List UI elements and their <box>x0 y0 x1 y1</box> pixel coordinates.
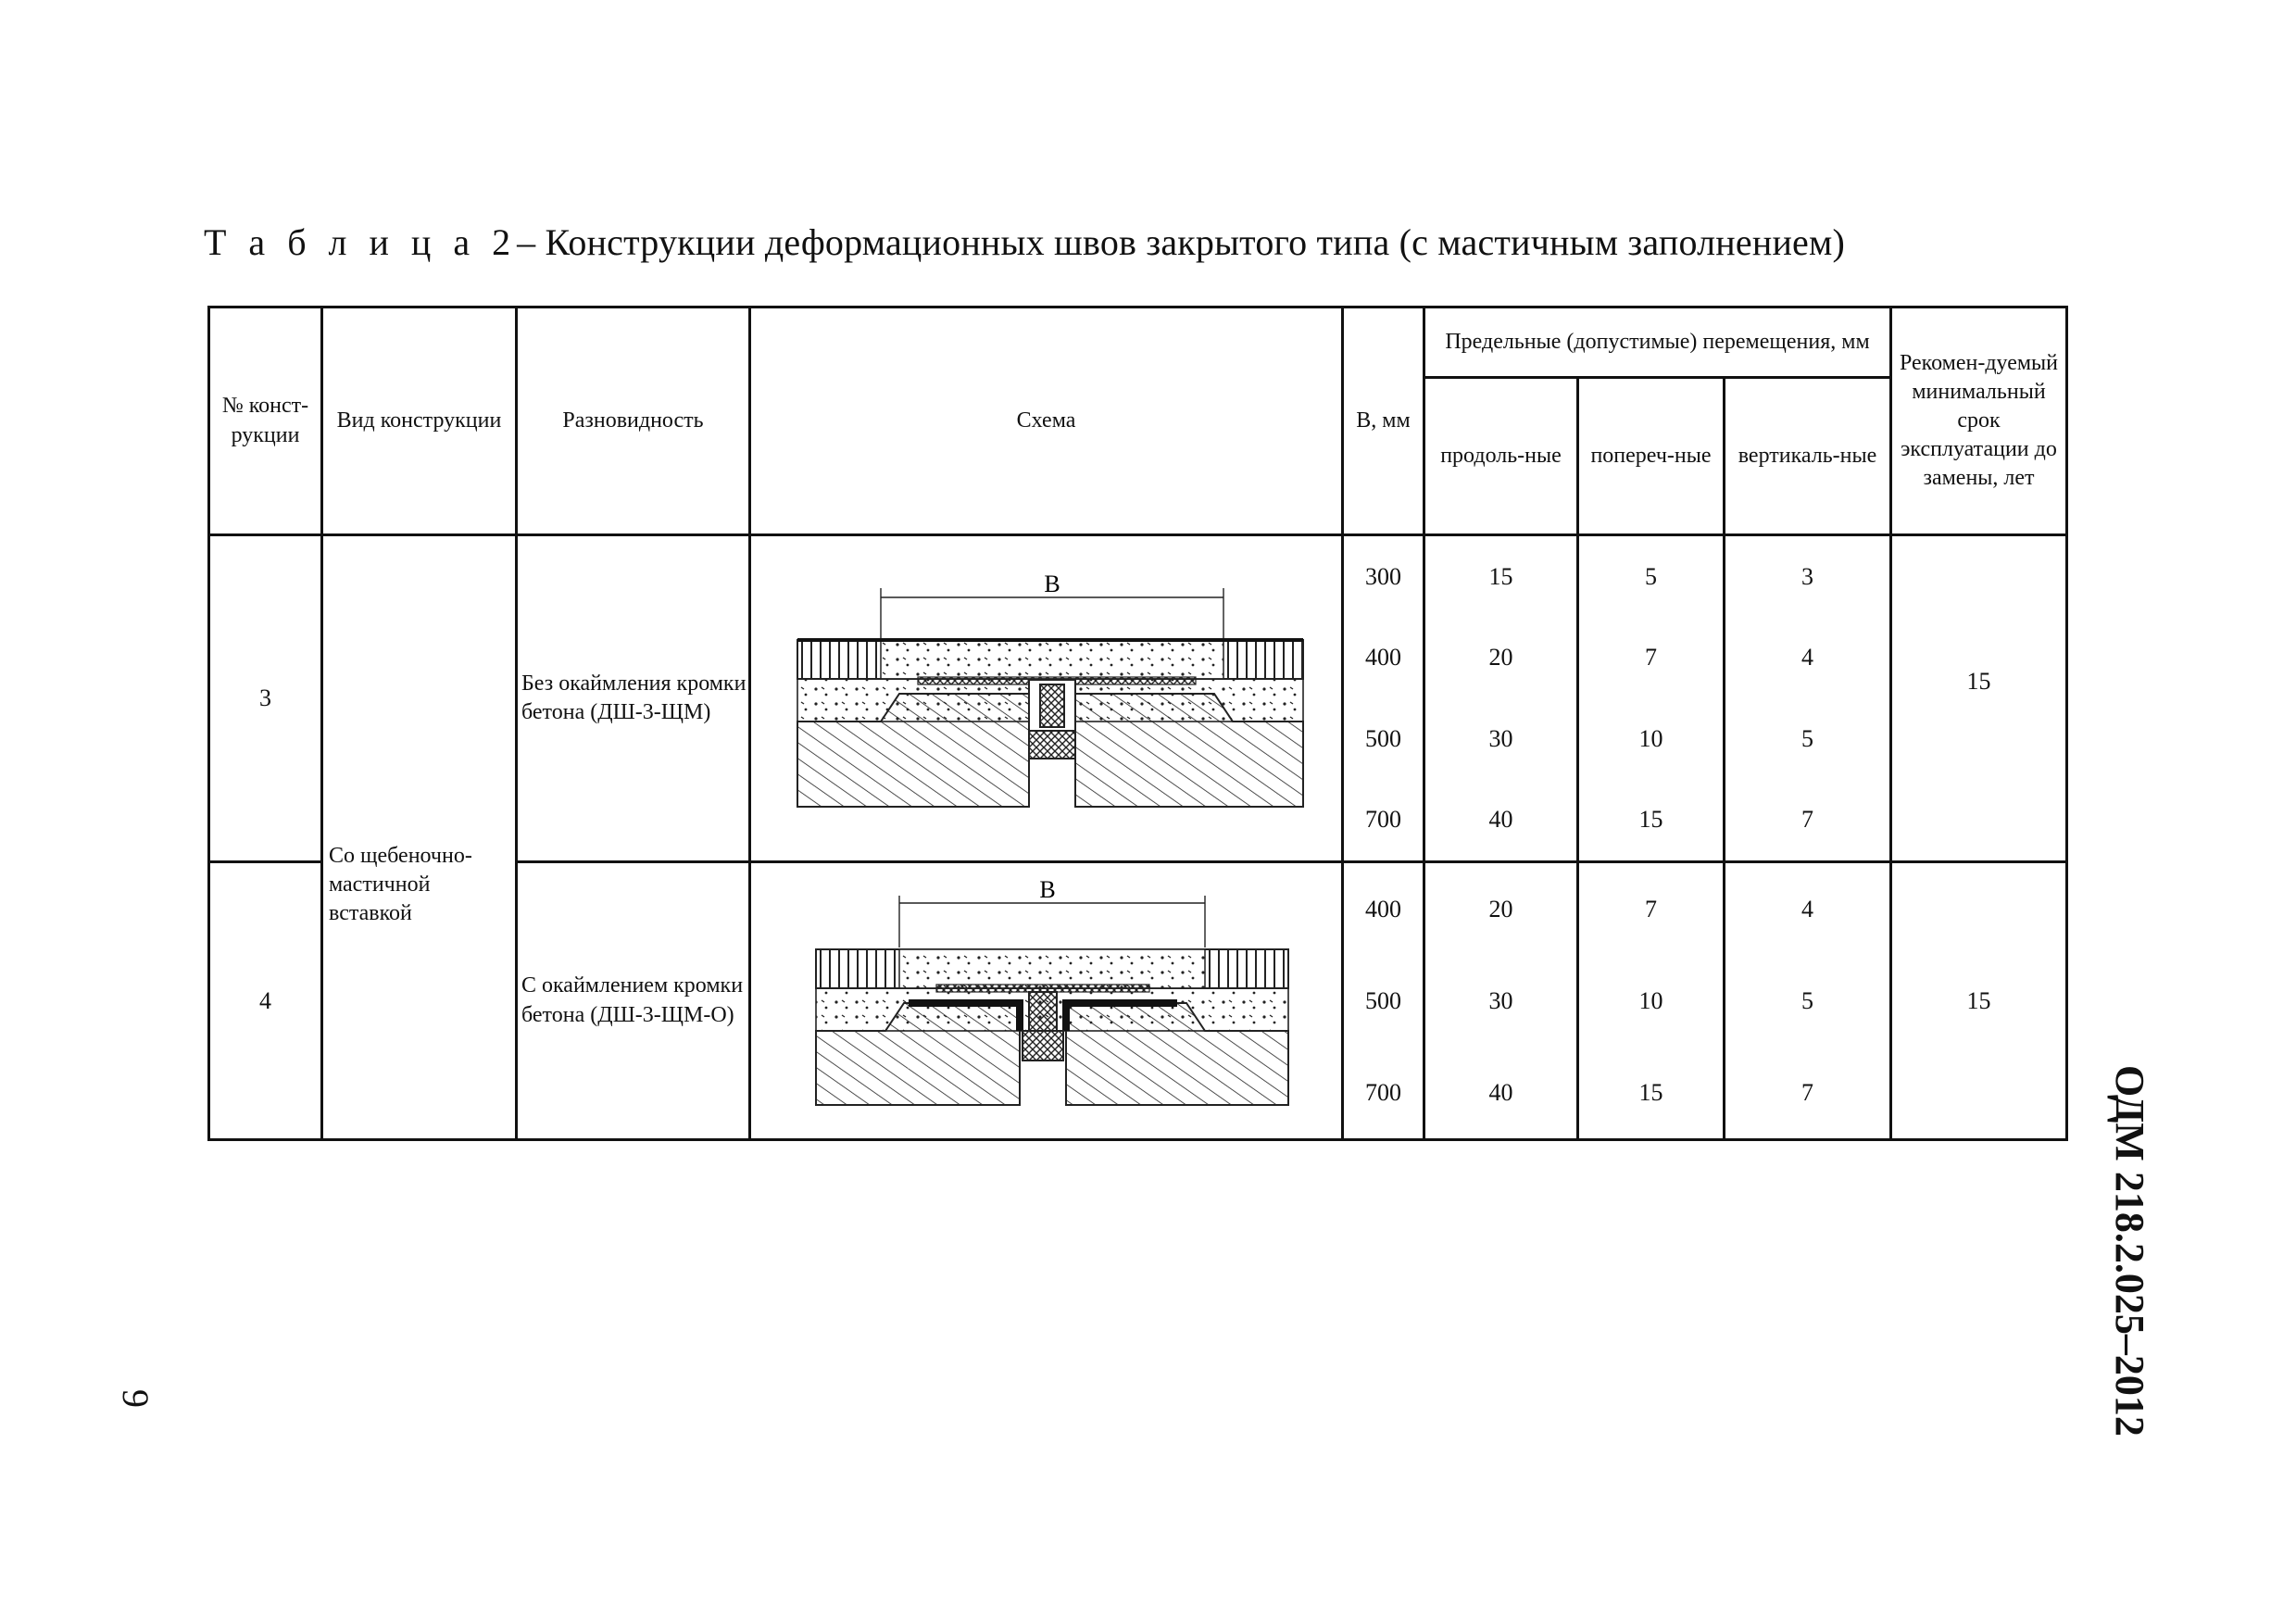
header-longitudinal: продоль-ные <box>1424 378 1578 535</box>
joint-scheme-without-edging <box>751 536 1344 860</box>
transverse-value: 15 <box>1638 1078 1663 1106</box>
longitudinal-value: 40 <box>1488 1078 1513 1106</box>
header-moves-group: Предельные (допустимые) перемещения, мм <box>1424 307 1891 378</box>
longitudinal-value: 15 <box>1488 562 1513 590</box>
row-variety: С окаймлением кромки бетона (ДШ-3-ЩМ-О) <box>517 862 750 1140</box>
vertical-cell <box>1725 862 1891 1140</box>
transverse-cell <box>1578 535 1725 862</box>
header-scheme: Схема <box>750 307 1343 535</box>
row-num: 3 <box>209 535 322 862</box>
vertical-value: 7 <box>1801 806 1813 834</box>
scheme-cell <box>750 862 1343 1140</box>
scheme-cell <box>750 535 1343 862</box>
b-value: 700 <box>1365 806 1401 834</box>
vertical-cell <box>1725 535 1891 862</box>
b-value: 500 <box>1365 724 1401 752</box>
transverse-value: 10 <box>1638 724 1663 752</box>
scheme-b-label: В <box>1039 875 1056 903</box>
caption-text: – Конструкции деформационных швов закрытого типа (с мастичным заполнением) <box>517 221 1846 263</box>
b-value: 400 <box>1365 644 1401 671</box>
table-caption <box>204 220 1964 264</box>
longitudinal-value: 40 <box>1488 806 1513 834</box>
longitudinal-value: 30 <box>1488 724 1513 752</box>
vertical-value: 4 <box>1801 644 1813 671</box>
construction-type: Со щебеночно-мастичной вставкой <box>329 844 472 926</box>
transverse-cell <box>1578 862 1725 1140</box>
b-value: 500 <box>1365 986 1401 1014</box>
row-variety: Без окаймления кромки бетона (ДШ-3-ЩМ) <box>517 535 750 862</box>
transverse-value: 7 <box>1645 895 1657 922</box>
page-number: 9 <box>115 1389 157 1408</box>
transverse-value: 5 <box>1645 562 1657 590</box>
joint-scheme-with-edging <box>751 864 1344 1138</box>
longitudinal-value: 30 <box>1488 986 1513 1014</box>
longitudinal-value: 20 <box>1488 644 1513 671</box>
service-value: 15 <box>1891 535 2067 862</box>
header-b: B, мм <box>1343 307 1424 535</box>
service-value: 15 <box>1891 862 2067 1140</box>
b-cell <box>1343 862 1424 1140</box>
joints-table <box>207 306 2068 1141</box>
vertical-value: 5 <box>1801 986 1813 1014</box>
transverse-value: 15 <box>1638 806 1663 834</box>
row-num: 4 <box>209 862 322 1140</box>
vertical-value: 5 <box>1801 724 1813 752</box>
header-variety: Разновидность <box>517 307 750 535</box>
b-value: 400 <box>1365 895 1401 922</box>
vertical-value: 7 <box>1801 1078 1813 1106</box>
header-kind: Вид конструкции <box>322 307 517 535</box>
b-value: 700 <box>1365 1078 1401 1106</box>
header-num: № конст-рукции <box>209 307 322 535</box>
transverse-value: 10 <box>1638 986 1663 1014</box>
caption-label: Т а б л и ц а 2 <box>204 221 518 263</box>
scheme-b-label: В <box>1044 571 1060 597</box>
header-transverse: попереч-ные <box>1578 378 1725 535</box>
vertical-value: 3 <box>1801 562 1813 590</box>
header-vertical: вертикаль-ные <box>1725 378 1891 535</box>
transverse-value: 7 <box>1645 644 1657 671</box>
construction-type-cell <box>322 535 517 1140</box>
vertical-value: 4 <box>1801 895 1813 922</box>
header-service: Рекомен-дуемый минимальный срок эксплуатации до замены, лет <box>1891 307 2067 535</box>
table-row <box>209 535 2067 862</box>
b-cell <box>1343 535 1424 862</box>
longitudinal-value: 20 <box>1488 895 1513 922</box>
b-value: 300 <box>1365 562 1401 590</box>
longitudinal-cell <box>1424 862 1578 1140</box>
document-code: ОДМ 218.2.025–2012 <box>2107 1065 2152 1437</box>
longitudinal-cell <box>1424 535 1578 862</box>
